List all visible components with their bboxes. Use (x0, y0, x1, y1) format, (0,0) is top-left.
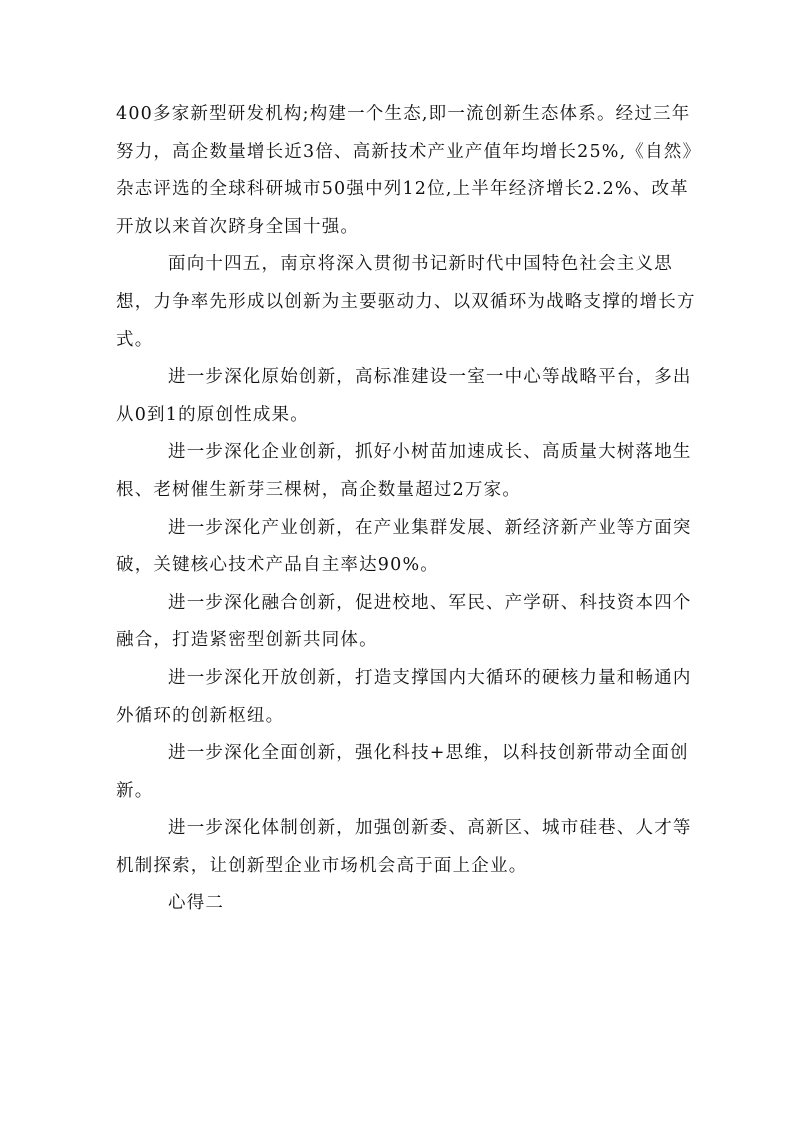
paragraph-4: 进一步深化企业创新，抓好小树苗加速成长、高质量大树落地生根、老树催生新芽三棵树，高企数量超过2万家。 (116, 442, 692, 500)
paragraph-5: 进一步深化产业创新，在产业集群发展、新经济新产业等方面突破，关键核心技术产品自主率达90%。 (116, 517, 692, 576)
paragraph-2: 面向十四五，南京将深入贯彻书记新时代中国特色社会主义思想，力争率先形成以创新为主要驱动力、以双循环为战略支撑的增长方式。 (116, 254, 696, 350)
paragraph-7: 进一步深化开放创新，打造支撑国内大循环的硬核力量和畅通内外循环的创新枢纽。 (116, 667, 692, 726)
paragraph-3: 进一步深化原始创新，高标准建设一室一中心等战略平台，多出从0到1的原创性成果。 (116, 367, 692, 425)
paragraph-8: 进一步深化全面创新，强化科技+思维，以科技创新带动全面创新。 (116, 743, 689, 801)
paragraph-6: 进一步深化融合创新，促进校地、军民、产学研、科技资本四个融合，打造紧密型创新共同体。 (116, 592, 692, 651)
section-heading: 心得二 (168, 893, 225, 914)
paragraph-1: 400多家新型研发机构;构建一个生态,即一流创新生态体系。经过三年努力，高企数量增长近3倍、高新技术产业产值年均增长25%,《自然》杂志评选的全球科研城市50强中列12位,上半年经济增长2.2%、改革开放以来首次跻身全国十强。 (116, 104, 702, 237)
document-body (116, 96, 706, 923)
paragraph-9: 进一步深化体制创新，加强创新委、高新区、城市硅巷、人才等机制探索，让创新型企业市场机会高于面上企业。 (116, 818, 692, 876)
